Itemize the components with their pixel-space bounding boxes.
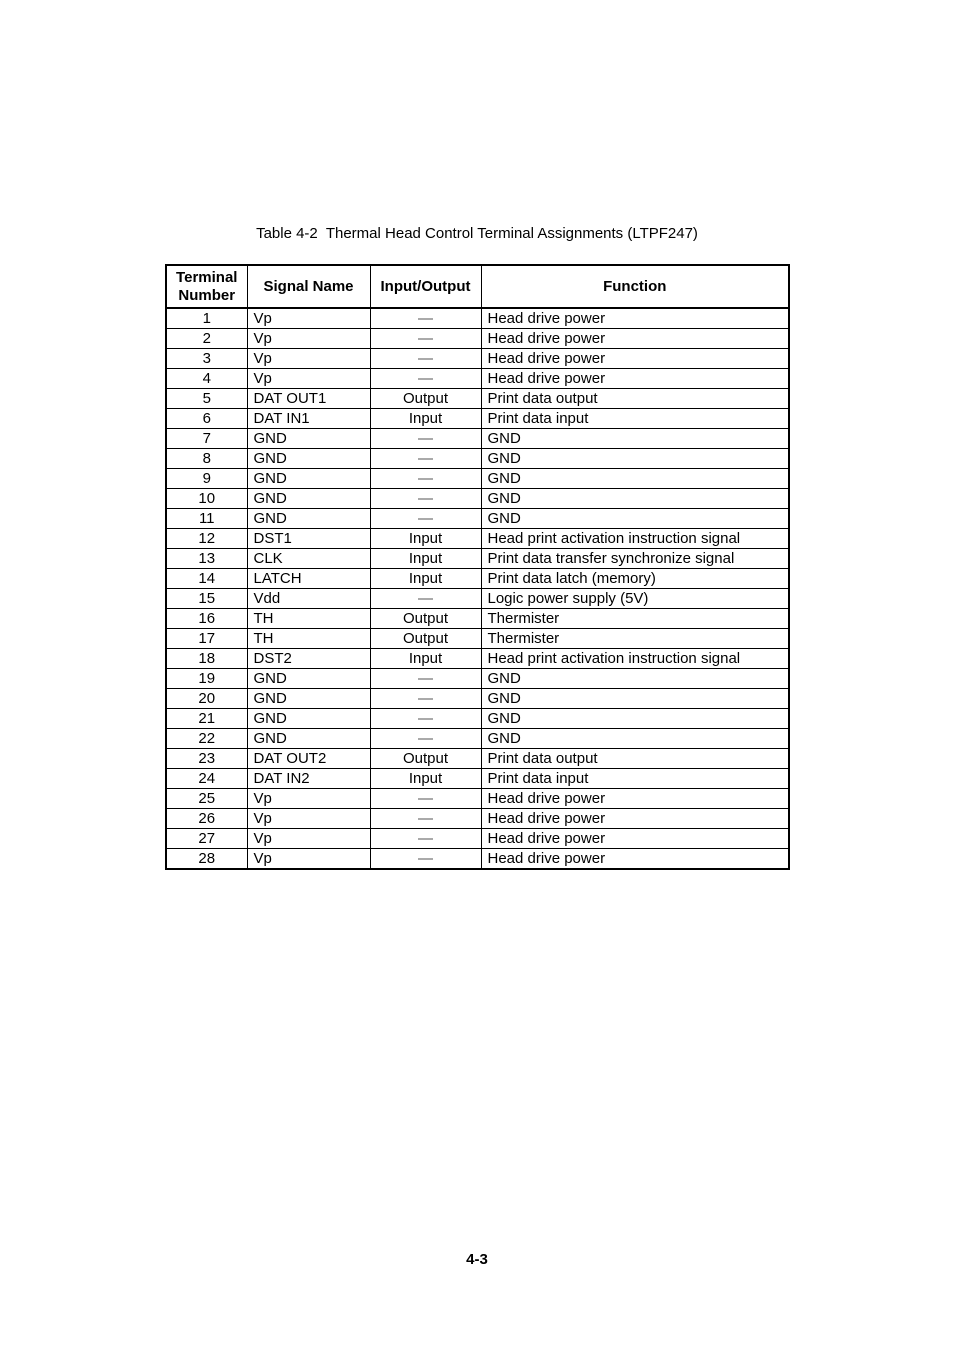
signal-name-cell: Vp [247,329,370,349]
input-output-cell: — [370,449,481,469]
table-row [166,409,789,429]
table-row [166,389,789,409]
terminal-number-cell: 6 [166,409,247,429]
function-cell: GND [481,729,789,749]
table-row [166,369,789,389]
function-cell: Print data latch (memory) [481,569,789,589]
terminal-number-cell: 8 [166,449,247,469]
function-cell: Head print activation instruction signal [481,649,789,669]
input-output-cell: — [370,709,481,729]
input-output-cell: — [370,589,481,609]
signal-name-cell: Vp [247,308,370,329]
table-row [166,449,789,469]
function-cell: Head drive power [481,809,789,829]
function-cell: GND [481,449,789,469]
input-output-cell: — [370,349,481,369]
terminal-number-cell: 25 [166,789,247,809]
terminal-number-cell: 1 [166,308,247,329]
signal-name-cell: GND [247,449,370,469]
terminal-number-cell: 26 [166,809,247,829]
function-cell: Print data transfer synchronize signal [481,549,789,569]
input-output-cell: — [370,489,481,509]
function-cell: Head drive power [481,329,789,349]
function-cell: Head drive power [481,349,789,369]
input-output-cell: — [370,329,481,349]
input-output-cell: — [370,849,481,870]
table-row [166,689,789,709]
function-cell: GND [481,489,789,509]
input-output-cell: — [370,469,481,489]
terminal-number-cell: 24 [166,769,247,789]
function-cell: Head drive power [481,308,789,329]
terminal-number-cell: 3 [166,349,247,369]
table-row [166,569,789,589]
input-output-cell: Input [370,549,481,569]
signal-name-cell: Vp [247,809,370,829]
function-cell: Head drive power [481,369,789,389]
input-output-cell: Input [370,409,481,429]
terminal-number-cell: 17 [166,629,247,649]
function-cell: Head drive power [481,849,789,870]
input-output-cell: — [370,509,481,529]
table-row [166,809,789,829]
table-row [166,749,789,769]
function-cell: Head drive power [481,829,789,849]
header-terminal-line1: Terminal [176,268,238,286]
table-row [166,429,789,449]
signal-name-cell: CLK [247,549,370,569]
function-cell: GND [481,469,789,489]
table-body [166,308,789,869]
terminal-number-cell: 11 [166,509,247,529]
table-row [166,529,789,549]
table-row [166,609,789,629]
table-row [166,709,789,729]
input-output-cell: Input [370,649,481,669]
terminal-number-cell: 16 [166,609,247,629]
table-caption: Table 4-2 Thermal Head Control Terminal Assignments (LTPF247) [256,225,698,242]
input-output-cell: — [370,429,481,449]
signal-name-cell: DST1 [247,529,370,549]
signal-name-cell: GND [247,689,370,709]
table-row [166,789,789,809]
signal-name-cell: Vp [247,349,370,369]
function-cell: GND [481,509,789,529]
input-output-cell: Input [370,569,481,589]
function-cell: Logic power supply (5V) [481,589,789,609]
signal-name-cell: Vp [247,369,370,389]
input-output-cell: — [370,729,481,749]
input-output-cell: — [370,809,481,829]
table-row [166,729,789,749]
header-function: Function [481,265,789,308]
signal-name-cell: DAT OUT2 [247,749,370,769]
table-row [166,629,789,649]
signal-name-cell: GND [247,669,370,689]
terminal-number-cell: 27 [166,829,247,849]
terminal-assignments-table [165,264,790,870]
signal-name-cell: DAT IN2 [247,769,370,789]
function-cell: Head print activation instruction signal [481,529,789,549]
input-output-cell: Input [370,769,481,789]
signal-name-cell: LATCH [247,569,370,589]
table-row [166,849,789,870]
table-row [166,329,789,349]
page-number: 4-3 [466,1251,488,1268]
table-row [166,589,789,609]
terminal-number-cell: 14 [166,569,247,589]
function-cell: Head drive power [481,789,789,809]
header-terminal-line2: Number [178,286,236,304]
signal-name-cell: Vp [247,829,370,849]
terminal-number-cell: 22 [166,729,247,749]
table-row [166,349,789,369]
signal-name-cell: DAT OUT1 [247,389,370,409]
input-output-cell: — [370,829,481,849]
function-cell: Print data input [481,409,789,429]
signal-name-cell: GND [247,709,370,729]
signal-name-cell: GND [247,489,370,509]
signal-name-cell: DST2 [247,649,370,669]
header-signal-name: Signal Name [247,265,370,308]
header-input-output: Input/Output [370,265,481,308]
function-cell: Print data output [481,749,789,769]
input-output-cell: Output [370,389,481,409]
terminal-number-cell: 15 [166,589,247,609]
signal-name-cell: TH [247,609,370,629]
header-terminal-number [166,265,247,308]
function-cell: GND [481,669,789,689]
input-output-cell: — [370,308,481,329]
input-output-cell: Output [370,749,481,769]
function-cell: GND [481,709,789,729]
terminal-number-cell: 9 [166,469,247,489]
table-row [166,769,789,789]
terminal-number-cell: 2 [166,329,247,349]
table-row [166,829,789,849]
table-row [166,509,789,529]
table-row [166,669,789,689]
terminal-number-cell: 28 [166,849,247,870]
input-output-cell: Output [370,629,481,649]
terminal-number-cell: 23 [166,749,247,769]
input-output-cell: — [370,789,481,809]
table-row [166,469,789,489]
signal-name-cell: Vdd [247,589,370,609]
terminal-number-cell: 20 [166,689,247,709]
signal-name-cell: Vp [247,849,370,870]
signal-name-cell: Vp [247,789,370,809]
signal-name-cell: GND [247,429,370,449]
terminal-number-cell: 19 [166,669,247,689]
signal-name-cell: TH [247,629,370,649]
signal-name-cell: GND [247,469,370,489]
table-row [166,489,789,509]
terminal-number-cell: 12 [166,529,247,549]
input-output-cell: — [370,689,481,709]
function-cell: Thermister [481,629,789,649]
function-cell: Print data output [481,389,789,409]
signal-name-cell: GND [247,729,370,749]
function-cell: GND [481,429,789,449]
input-output-cell: — [370,369,481,389]
terminal-number-cell: 4 [166,369,247,389]
table-row [166,649,789,669]
function-cell: Print data input [481,769,789,789]
function-cell: Thermister [481,609,789,629]
table-row [166,549,789,569]
input-output-cell: Input [370,529,481,549]
terminal-number-cell: 13 [166,549,247,569]
signal-name-cell: GND [247,509,370,529]
terminal-number-cell: 7 [166,429,247,449]
terminal-number-cell: 5 [166,389,247,409]
input-output-cell: Output [370,609,481,629]
function-cell: GND [481,689,789,709]
terminal-number-cell: 21 [166,709,247,729]
signal-name-cell: DAT IN1 [247,409,370,429]
input-output-cell: — [370,669,481,689]
header-row [166,265,789,308]
terminal-number-cell: 10 [166,489,247,509]
table-header [166,265,789,308]
table-row [166,308,789,329]
terminal-number-cell: 18 [166,649,247,669]
